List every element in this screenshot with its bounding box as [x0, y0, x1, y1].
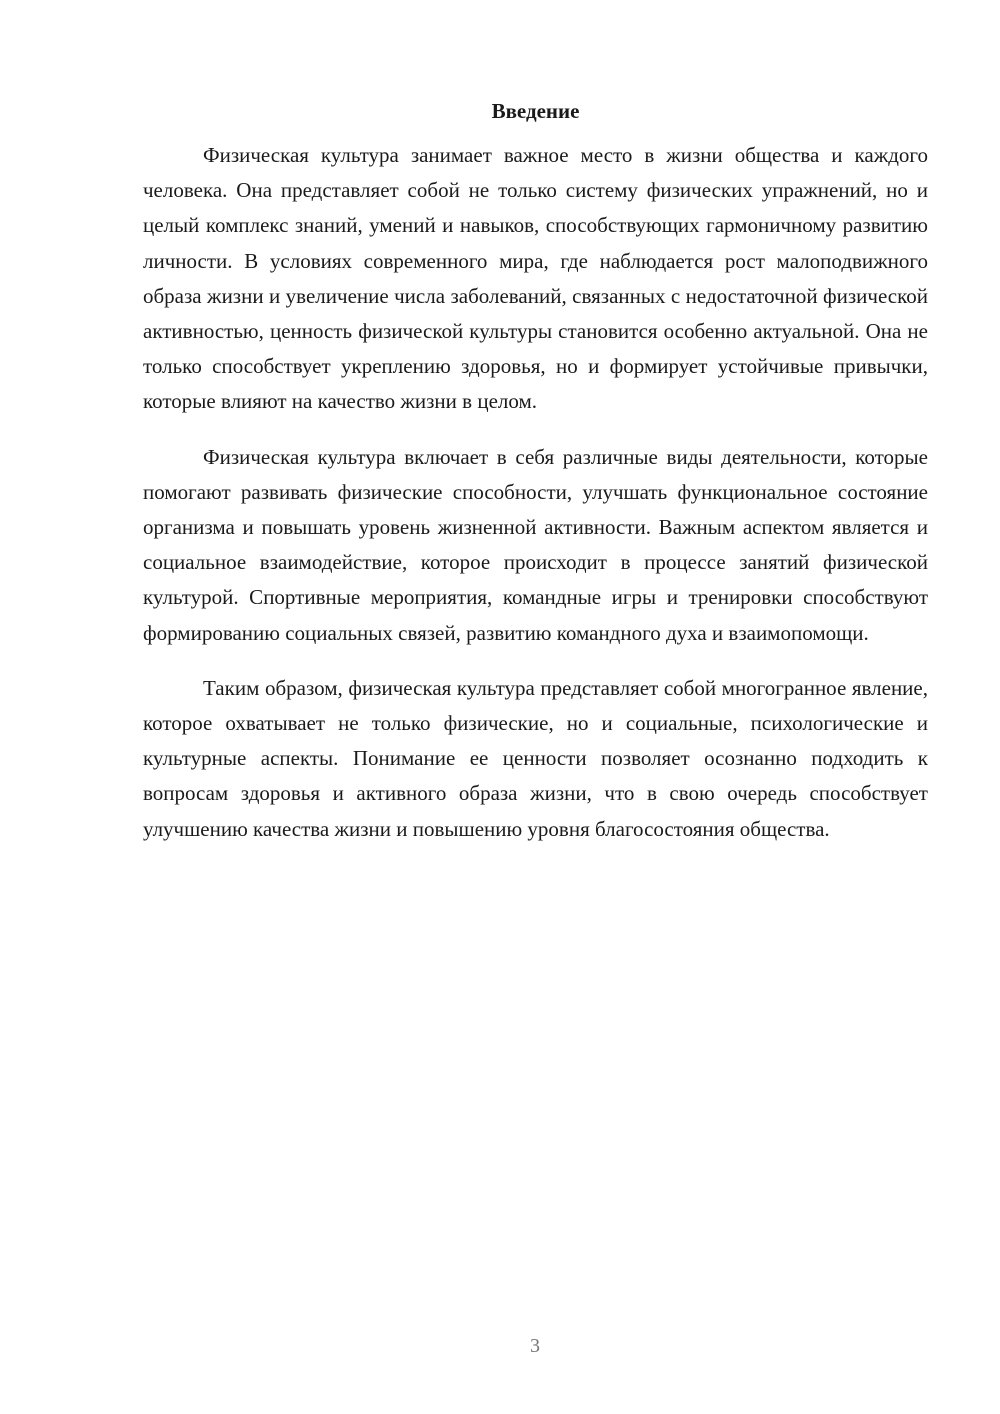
paragraph-2: Физическая культура включает в себя различные виды деятельности, которые помогают развивать физические способности, улучшать функциональное состояние организма и повышать уровень жизненной активности. Важным аспектом является и социальное взаимодействие, которое происходит в процессе занятий физической культурой. Спортивные мероприятия, командные игры и тренировки способствуют формированию социальных связей, развитию командного духа и взаимопомощи. — [143, 444, 928, 645]
page-content — [143, 96, 928, 867]
section-heading: Введение — [491, 99, 580, 123]
paragraph-3: Таким образом, физическая культура представляет собой многогранное явление, которое охватывает не только физические, но и социальные, психологические и культурные аспекты. Понимание ее ценности позволяет осознанно подходить к вопросам здоровья и активного образа жизни, что в свою очередь способствует улучшению качества жизни и повышению уровня благосостояния общества. — [143, 675, 928, 841]
paragraph-1: Физическая культура занимает важное место в жизни общества и каждого человека. Она представляет собой не только систему физических упражнений, но и целый комплекс знаний, умений и навыков, способствующих гармоничному развитию личности. В условиях современного мира, где наблюдается рост малоподвижного образа жизни и увеличение числа заболеваний, связанных с недостаточной физической активностью, ценность физической культуры становится особенно актуальной. Она не только способствует укреплению здоровья, но и формирует устойчивые привычки, которые влияют на качество жизни в целом. — [143, 143, 928, 414]
page-number: 3 — [530, 1335, 540, 1357]
